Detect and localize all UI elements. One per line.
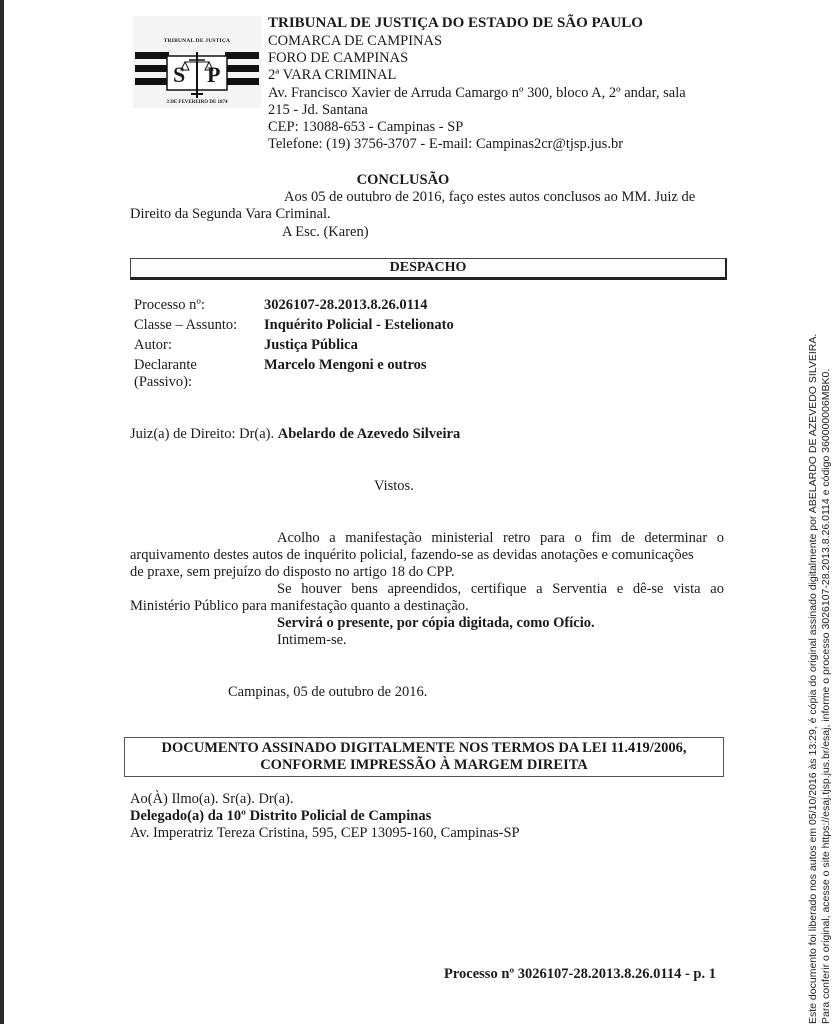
paragraph-1-line-1: Acolho a manifestação ministerial retro para o fim de determinar o	[277, 530, 724, 546]
vara: 2ª VARA CRIMINAL	[268, 67, 397, 83]
servira-oficio: Servirá o presente, por cópia digitada, como Ofício.	[277, 615, 595, 631]
declarante-label-passivo: (Passivo):	[134, 374, 192, 390]
cep: CEP: 13088-653 - Campinas - SP	[268, 119, 464, 135]
autor-value: Justiça Pública	[264, 337, 358, 353]
declarante-value: Marcelo Mengoni e outros	[264, 357, 427, 373]
despacho-title: DESPACHO	[389, 260, 467, 275]
judge-name: Abelardo de Azevedo Silveira	[277, 426, 461, 442]
address-line-2: 215 - Jd. Santana	[268, 102, 368, 118]
vistos: Vistos.	[374, 478, 414, 494]
tjsp-logo	[133, 16, 261, 108]
signature-notice-line-2: CONFORME IMPRESSÃO À MARGEM DIREITA	[260, 757, 588, 773]
paragraph-2-line-2: Ministério Público para manifestação quanto a destinação.	[130, 598, 469, 614]
recipient-name: Delegado(a) da 10º Distrito Policial de Campinas	[130, 808, 432, 824]
logo-bottom-text: 3 DE FEVEREIRO DE 1874	[166, 100, 228, 105]
tjsp-emblem-icon	[133, 16, 261, 108]
page-footer: Processo nº 3026107-28.2013.8.26.0114 - p. 1	[444, 966, 716, 982]
conclusao-title: CONCLUSÃO	[356, 172, 450, 188]
conclusao-line-1: Aos 05 de outubro de 2016, faço estes autos conclusos ao MM. Juiz de	[284, 189, 696, 205]
despacho-heading-box	[130, 258, 727, 280]
classe-value: Inquérito Policial - Estelionato	[264, 317, 454, 333]
paragraph-1-line-2: arquivamento destes autos de inquérito policial, fazendo-se as devidas anotações e comunicações	[130, 547, 694, 563]
processo-value: 3026107-28.2013.8.26.0114	[264, 297, 428, 313]
judge-prefix: Juiz(a) de Direito: Dr(a).	[130, 426, 278, 442]
signature-notice-line-1: DOCUMENTO ASSINADO DIGITALMENTE NOS TERMOS DA LEI 11.419/2006,	[161, 740, 687, 756]
logo-top-text: TRIBUNAL DE JUSTIÇA	[163, 38, 231, 44]
declarante-label: Declarante	[134, 357, 197, 373]
phone-email: Telefone: (19) 3756-3707 - E-mail: Campinas2cr@tjsp.jus.br	[268, 136, 624, 152]
autor-label: Autor:	[134, 337, 172, 353]
logo-letter-p: P	[207, 62, 221, 87]
date-place: Campinas, 05 de outubro de 2016.	[228, 684, 428, 700]
processo-label: Processo nº:	[134, 297, 205, 313]
side-margin-authentication	[807, 334, 833, 1024]
intimem-se: Intimem-se.	[277, 632, 347, 648]
judge-line	[130, 426, 460, 443]
conclusao-line-3: A Esc. (Karen)	[282, 224, 369, 240]
conclusao-line-2: Direito da Segunda Vara Criminal.	[130, 206, 331, 222]
classe-label: Classe – Assunto:	[134, 317, 238, 333]
court-name: TRIBUNAL DE JUSTIÇA DO ESTADO DE SÃO PAULO	[268, 15, 643, 31]
side-margin-line-2: Para conferir o original, acesse o site https://esaj.tjsp.jus.br/esaj, informe o processo 3026107-28.2013.8.26.0114 e código 360000006MBK0.	[820, 368, 832, 1024]
digital-signature-notice	[124, 737, 724, 777]
address-line-1: Av. Francisco Xavier de Arruda Camargo nº 300, bloco A, 2º andar, sala	[268, 85, 686, 101]
logo-letter-s: S	[173, 62, 186, 87]
paragraph-2-line-1: Se houver bens apreendidos, certifique a Serventia e dê-se vista ao	[277, 581, 724, 597]
side-margin-line-1: Este documento foi liberado nos autos em 05/10/2016 às 13:29, é cópia do original assinado digitalmente por ABELARDO DE AZEVEDO SILVEIRA.	[807, 333, 819, 1024]
foro: FORO DE CAMPINAS	[268, 50, 409, 66]
recipient-salutation: Ao(À) Ilmo(a). Sr(a). Dr(a).	[130, 791, 294, 807]
paragraph-1-line-3: de praxe, sem prejuízo do disposto no artigo 18 do CPP.	[130, 564, 455, 580]
recipient-address: Av. Imperatriz Tereza Cristina, 595, CEP 13095-160, Campinas-SP	[130, 825, 520, 841]
comarca: COMARCA DE CAMPINAS	[268, 33, 443, 49]
